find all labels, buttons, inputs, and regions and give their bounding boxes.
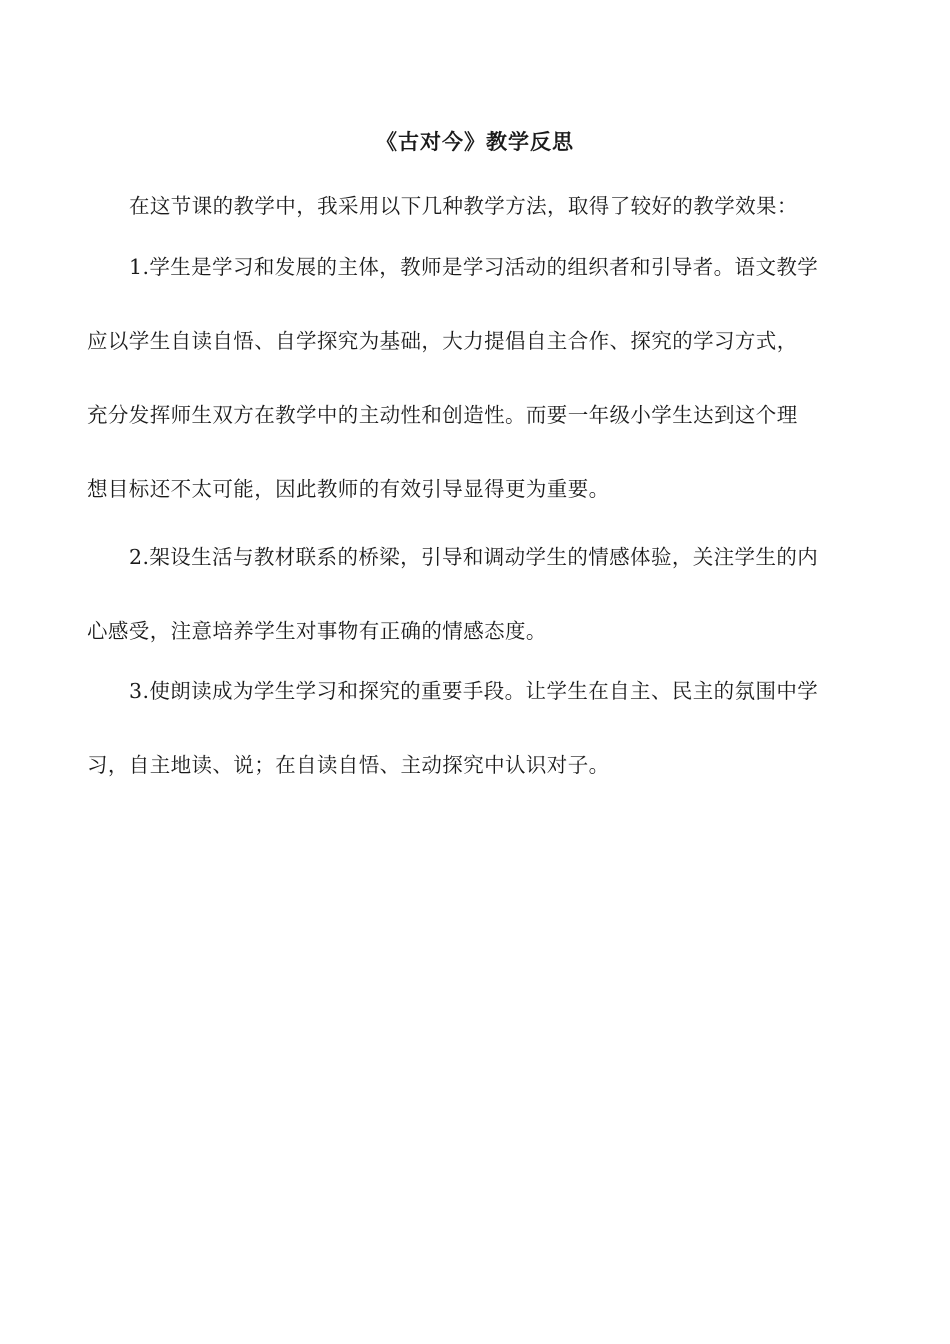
point-1-line-1: 1.学生是学习和发展的主体，教师是学习活动的组织者和引导者。语文教学 [129, 255, 819, 279]
point-2-paragraph [87, 543, 867, 691]
point-3-line-1: 3.使朗读成为学生学习和探究的重要手段。让学生在自主、民主的氛围中学 [129, 679, 819, 703]
point-1-line-3: 充分发挥师生双方在教学中的主动性和创造性。而要一年级小学生达到这个理 [87, 403, 798, 427]
point-3-line-2: 习，自主地读、说；在自读自悟、主动探究中认识对子。 [87, 753, 610, 777]
point-3-paragraph [87, 677, 867, 825]
point-1-paragraph [87, 253, 867, 549]
document-title: 《古对今》教学反思 [376, 130, 574, 154]
intro-line: 在这节课的教学中，我采用以下几种教学方法，取得了较好的教学效果： [129, 194, 798, 218]
point-2-line-1: 2.架设生活与教材联系的桥梁，引导和调动学生的情感体验，关注学生的内 [129, 545, 819, 569]
point-1-line-4: 想目标还不太可能，因此教师的有效引导显得更为重要。 [87, 477, 610, 501]
point-2-line-2: 心感受，注意培养学生对事物有正确的情感态度。 [87, 619, 547, 643]
point-1-line-2: 应以学生自读自悟、自学探究为基础，大力提倡自主合作、探究的学习方式， [87, 329, 798, 353]
